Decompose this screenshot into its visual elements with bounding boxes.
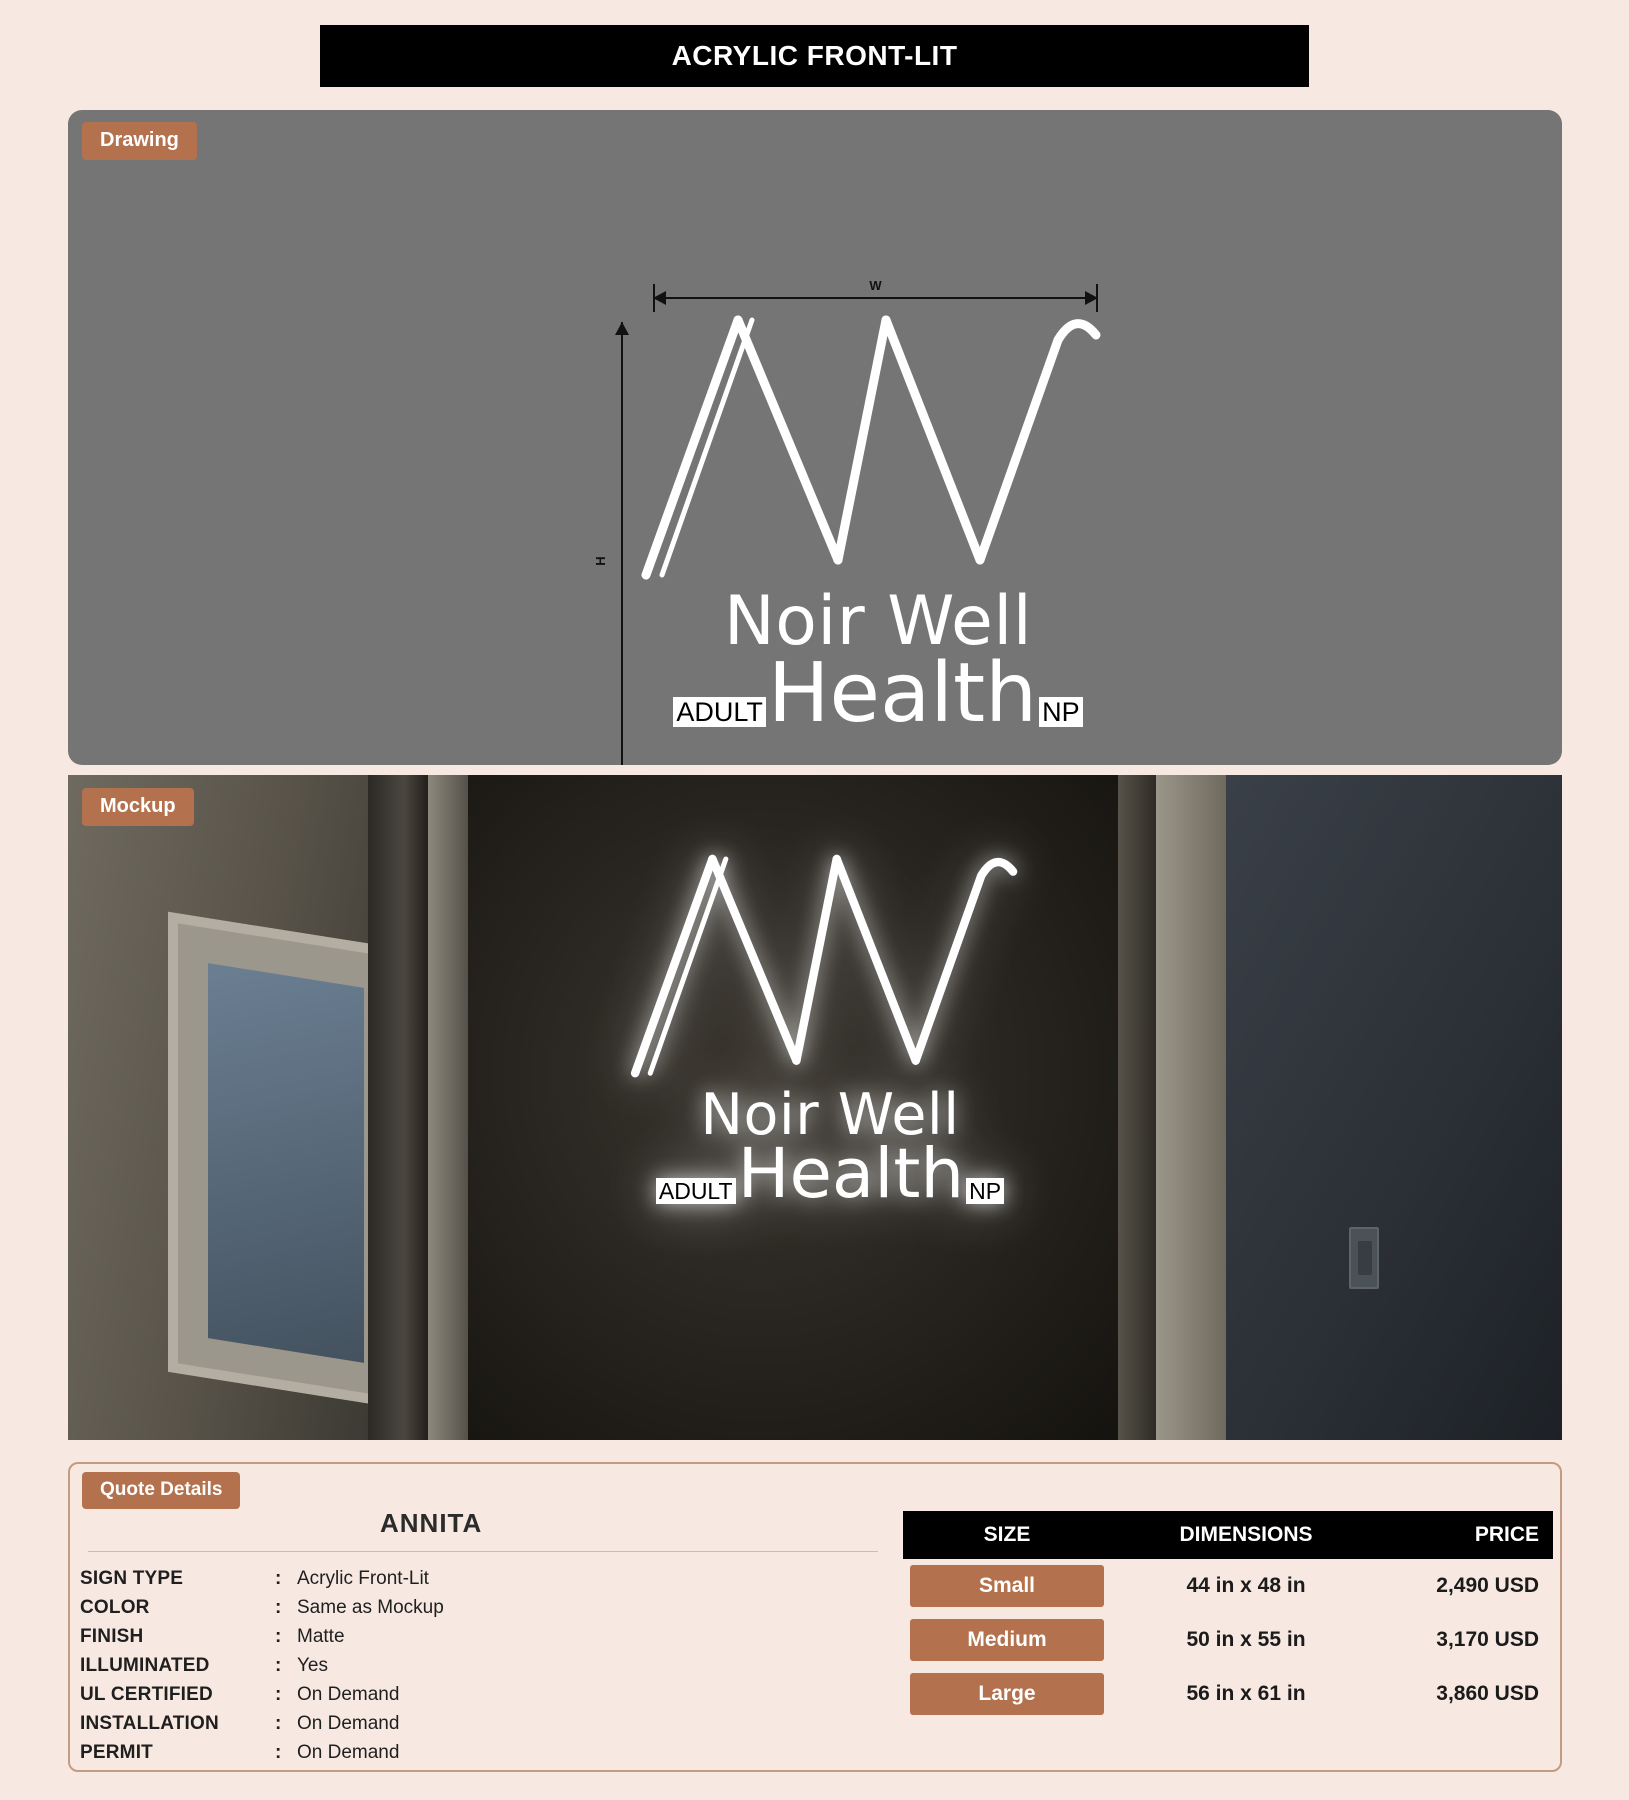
page-title: ACRYLIC FRONT-LIT [671, 40, 958, 71]
mockup-pillar-d [1156, 775, 1226, 1440]
spec-colon: : [275, 1742, 282, 1763]
mockup-pillar-a [368, 775, 428, 1440]
logo-adult-badge: ADULT [673, 697, 766, 727]
width-dimension-label: W [869, 278, 882, 293]
logo-wordmark-mockup [620, 1082, 1040, 1215]
logo-lockup-mockup [620, 845, 1040, 1215]
price-table-header [903, 1511, 1553, 1559]
spec-row [80, 1597, 780, 1626]
table-row [903, 1613, 1553, 1667]
header-price: PRICE [1474, 1523, 1539, 1546]
page-title-bar [320, 25, 1309, 87]
spec-label: SIGN TYPE [80, 1568, 184, 1589]
mockup-door-glass [208, 963, 364, 1363]
cell-dimensions: 50 in x 55 in [1186, 1628, 1306, 1651]
cell-size [903, 1673, 1111, 1715]
height-arrow-top-icon [615, 322, 629, 335]
spec-value: Yes [297, 1655, 328, 1676]
spec-row [80, 1684, 780, 1713]
mockup-wall-outlet [1349, 1227, 1379, 1289]
logo-line2-mockup [620, 1134, 1040, 1215]
client-name-divider [88, 1551, 878, 1552]
mockup-door-frame [168, 912, 398, 1408]
logo-health-text-mockup: Health [737, 1134, 965, 1215]
header-dimensions: DIMENSIONS [1179, 1523, 1313, 1546]
header-size: SIZE [983, 1523, 1031, 1546]
spec-value: Matte [297, 1626, 345, 1647]
nw-monogram-icon-mockup [620, 845, 1040, 1088]
spec-value: Acrylic Front-Lit [297, 1568, 429, 1589]
price-table [903, 1511, 1553, 1721]
spec-list [80, 1568, 780, 1771]
nw-monogram-icon [628, 305, 1128, 590]
width-dimension [653, 278, 1098, 304]
spec-row [80, 1655, 780, 1684]
section-label-mockup: Mockup [82, 788, 194, 826]
size-pill: Large [910, 1673, 1104, 1715]
logo-line1-mockup: Noir Well [700, 1082, 960, 1148]
spec-value: On Demand [297, 1684, 400, 1705]
logo-adult-badge-mockup: ADULT [656, 1178, 736, 1204]
mockup-pillar-b [428, 775, 468, 1440]
mockup-right-wall [1226, 775, 1562, 1440]
spec-colon: : [275, 1684, 282, 1705]
logo-health-text: Health [767, 645, 1038, 741]
height-dimension-line [621, 322, 623, 765]
cell-dimensions: 44 in x 48 in [1186, 1574, 1306, 1597]
spec-label: PERMIT [80, 1742, 153, 1763]
logo-np-badge: NP [1039, 697, 1083, 727]
logo-line1: Noir Well [723, 582, 1033, 661]
client-name: ANNITA [380, 1508, 483, 1538]
size-pill: Medium [910, 1619, 1104, 1661]
spec-colon: : [275, 1597, 282, 1618]
logo-wordmark-drawing [628, 582, 1128, 741]
cell-price: 3,170 USD [1436, 1628, 1539, 1651]
spec-value: On Demand [297, 1713, 400, 1734]
spec-value: On Demand [297, 1742, 400, 1763]
spec-row [80, 1713, 780, 1742]
height-dimension [593, 322, 628, 765]
cell-dimensions: 56 in x 61 in [1186, 1682, 1306, 1705]
spec-label: UL CERTIFIED [80, 1684, 213, 1705]
spec-colon: : [275, 1626, 282, 1647]
spec-label: COLOR [80, 1597, 150, 1618]
spec-row [80, 1742, 780, 1771]
spec-value: Same as Mockup [297, 1597, 444, 1618]
spec-colon: : [275, 1713, 282, 1734]
spec-label: FINISH [80, 1626, 144, 1647]
cell-price: 3,860 USD [1436, 1682, 1539, 1705]
section-label-drawing: Drawing [82, 122, 197, 160]
spec-row [80, 1568, 780, 1597]
section-label-quote-details: Quote Details [82, 1472, 240, 1509]
spec-row [80, 1626, 780, 1655]
spec-label: INSTALLATION [80, 1713, 219, 1734]
height-dimension-label: H [593, 556, 609, 566]
spec-label: ILLUMINATED [80, 1655, 210, 1676]
drawing-panel [68, 110, 1562, 765]
spec-colon: : [275, 1568, 282, 1589]
width-dimension-line [653, 297, 1098, 299]
logo-line2 [628, 645, 1128, 741]
mockup-pillar-c [1118, 775, 1156, 1440]
cell-price: 2,490 USD [1436, 1574, 1539, 1597]
logo-lockup-drawing [628, 305, 1128, 741]
table-row [903, 1559, 1553, 1613]
logo-np-badge-mockup: NP [966, 1178, 1004, 1204]
cell-size [903, 1619, 1111, 1661]
spec-colon: : [275, 1655, 282, 1676]
table-row [903, 1667, 1553, 1721]
cell-size [903, 1565, 1111, 1607]
size-pill: Small [910, 1565, 1104, 1607]
